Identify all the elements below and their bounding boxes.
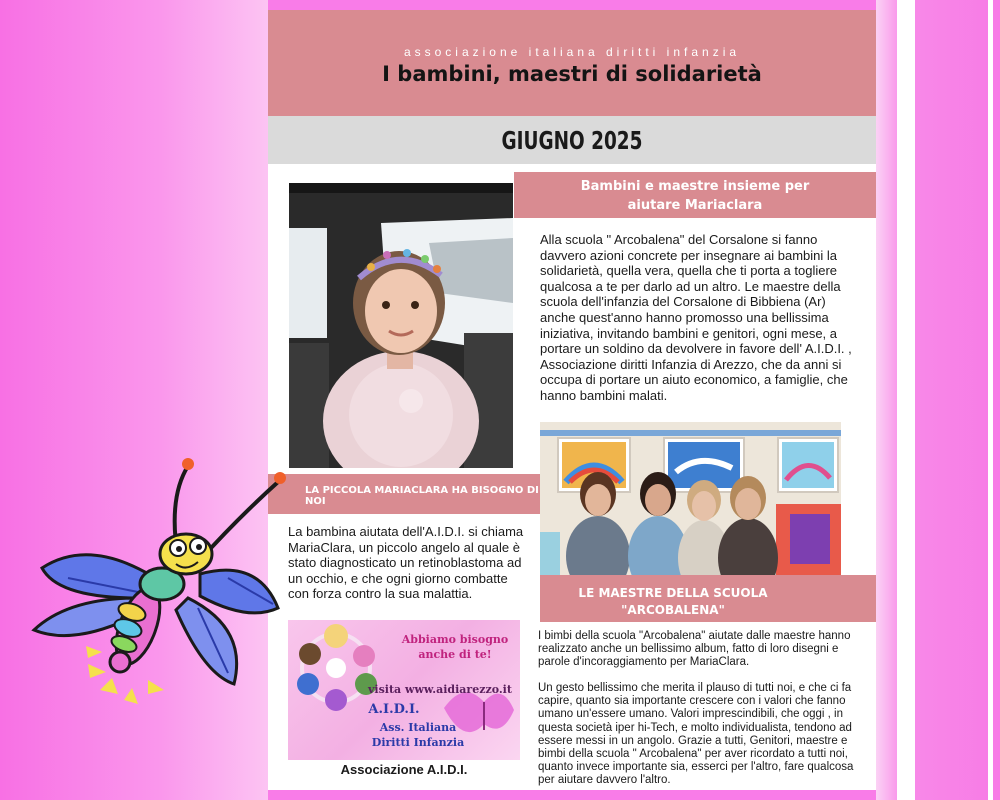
- article-body: [538, 630, 866, 800]
- section-title-line: aiutare Mariaclara: [627, 198, 763, 213]
- article-paragraph: La bambina aiutata dell'A.I.D.I. si chiama MariaClara, un piccolo angelo al quale è stato diagnosticato un retinoblastoma ad un occhio, e che ogni giorno combatte con forza contro la sua malattia.: [288, 524, 524, 601]
- section-header-bar: [514, 172, 876, 218]
- issue-band: [268, 116, 876, 164]
- dragonfly-icon: [28, 458, 298, 708]
- background-right-gradient: [876, 0, 1000, 800]
- section-title-line: "ARCOBALENA": [621, 603, 725, 617]
- section-title-line: LE MAESTRE DELLA SCUOLA: [578, 586, 768, 600]
- promo-line: Abbiamo bisogno: [401, 633, 509, 646]
- promo-caption: Associazione A.I.D.I.: [340, 762, 468, 777]
- section-header-bar: [268, 474, 540, 514]
- background-stripe: [988, 0, 993, 800]
- section-title: [514, 177, 876, 215]
- promo-headline: [400, 632, 510, 662]
- promo-line: Diritti Infanzia: [371, 736, 465, 749]
- aidi-promo-banner: [288, 620, 520, 760]
- section-title: [540, 585, 806, 619]
- photo-teachers: [540, 422, 841, 575]
- background-stripe: [897, 0, 915, 800]
- article-paragraph: I bimbi della scuola "Arcobalena" aiutate dalle maestre hanno realizzato anche un bellissimo album, fatto di loro disegni e parole d'incoraggiamento per MariaClara.: [538, 630, 851, 669]
- article-paragraph: Un gesto bellissimo che merita il plauso di tutti noi, e che ci fa capire, quanto sia importante crescere con i valori che fanno umano un'essere umano. Valori imprescindibili, che oggi , in questa società iper hi-Tech, e molto individualista, tendono ad essere messi in un angolo. Grazie a tutti, Genitori, maestre e bimbi della scuola " Arcobalena" per aver ricordato a tutti noi, quanto invece importante sia, esserci per l'altro, fare qualcosa per aiutare davvero l'altro.: [538, 682, 854, 786]
- teachers-group-photo: [540, 422, 841, 575]
- header-band: [268, 10, 876, 116]
- photo-mariaclara: [289, 183, 513, 468]
- promo-line: Ass. Italiana: [379, 721, 457, 734]
- article-paragraph: Alla scuola " Arcobalena" del Corsalone si fanno davvero azioni concrete per insegnare ai bambini la solidarietà, quella vera, quella che ti porta a togliere qualcosa a te per darlo ad un altro. Le maestre della scuola dell'infanzia del Corsalone di Bibbiena (Ar) anche quest'anno hanno promosso una bellissima iniziativa, invitando bambini e genitori, ogni mese, a portare un soldino da devolvere in favore dell' A.I.D.I. , Associazione diritti Infanzia di Arezzo, che da anni si occupa di portare un aiuto economico, a famiglie, che hanno bambini malati.: [540, 232, 852, 403]
- newsletter-page: [268, 10, 876, 790]
- section-title-line: Bambini e maestre insieme per: [580, 179, 810, 194]
- promo-line: anche di te!: [418, 648, 492, 661]
- association-name: associazione italiana diritti infanzia: [403, 45, 741, 59]
- girl-in-car-photo: [289, 183, 513, 468]
- promo-website: visita www.aidiarezzo.it: [368, 683, 512, 696]
- promo-association-name: [348, 720, 488, 750]
- issue-month: GIUGNO 2025: [501, 126, 643, 155]
- section-header-bar: [540, 575, 876, 622]
- newsletter-title: I bambini, maestri di solidarietà: [382, 62, 762, 86]
- promo-acronym: A.I.D.I.: [368, 702, 420, 717]
- section-title: LA PICCOLA MARIACLARA HA BISOGNO DI NOI: [305, 485, 539, 507]
